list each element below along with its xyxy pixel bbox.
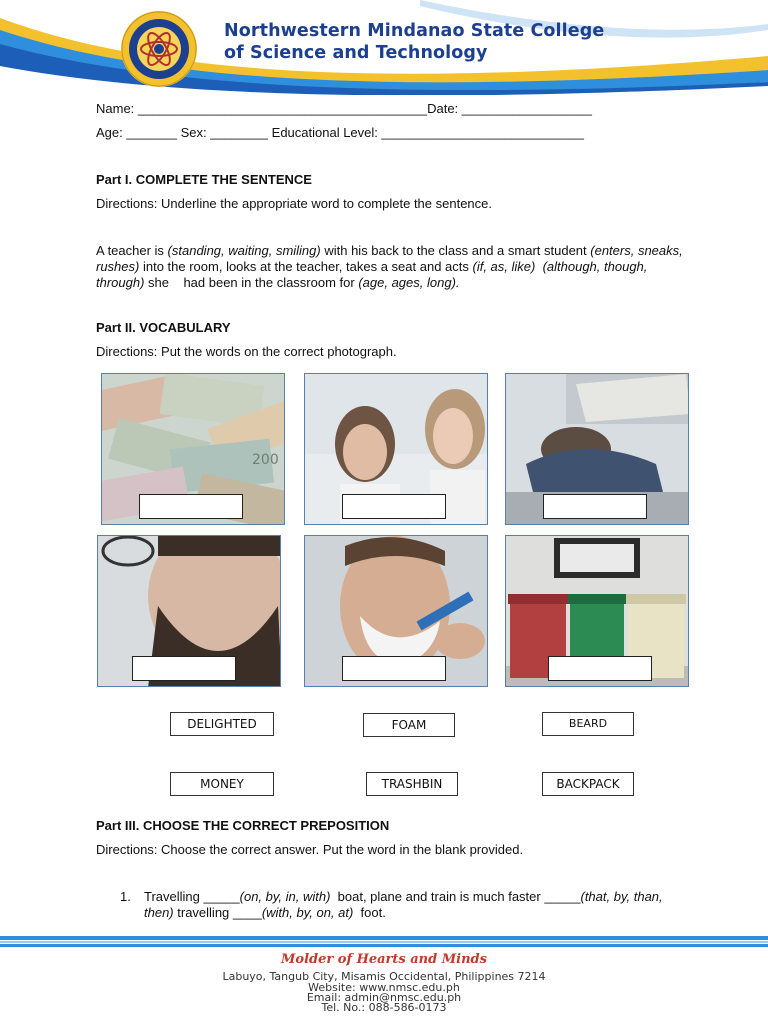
part1-options-3[interactable]: (if, as, like): [472, 259, 536, 274]
name-date-line[interactable]: Name: ________________________________________Date: __________________: [96, 101, 592, 116]
college-seal-logo: [120, 10, 198, 88]
part3-text-1: Travelling _____: [144, 889, 240, 904]
photo-delighted-answer-box[interactable]: [342, 494, 446, 519]
word-backpack[interactable]: BACKPACK: [542, 772, 634, 796]
photo-trashbin: [505, 535, 689, 687]
part1-text-2: with his back to the class and a smart student: [320, 243, 591, 258]
photo-beard-answer-box[interactable]: [132, 656, 236, 681]
school-name: [224, 20, 604, 64]
photo-trashbin-answer-box[interactable]: [548, 656, 652, 681]
photo-backpack-answer-box[interactable]: [543, 494, 647, 519]
part3-text-4: foot.: [353, 905, 386, 920]
part3-title: Part III. CHOOSE THE CORRECT PREPOSITION: [96, 818, 390, 833]
part1-text-3: into the room, looks at the teacher, takes a seat and acts: [139, 259, 473, 274]
part1-options-1[interactable]: (standing, waiting, smiling): [167, 243, 321, 258]
part1-directions: Directions: Underline the appropriate word to complete the sentence.: [96, 196, 492, 211]
part1-options-2[interactable]: (enters, sneaks, rushes): [96, 243, 683, 274]
part3-item-1: [144, 889, 684, 921]
photo-foam-answer-box[interactable]: [342, 656, 446, 681]
part3-item-number: 1.: [120, 889, 131, 904]
school-name-line1: Northwestern Mindanao State College: [224, 21, 605, 41]
part1-title: Part I. COMPLETE THE SENTENCE: [96, 172, 312, 187]
part1-text-1: A teacher is: [96, 243, 168, 258]
svg-text:200: 200: [252, 452, 279, 468]
word-trashbin[interactable]: TRASHBIN: [366, 772, 458, 796]
photo-money-answer-box[interactable]: [139, 494, 243, 519]
footer-tel: Tel. No.: 088-586-0173: [321, 1001, 447, 1014]
college-motto: Molder of Hearts and Minds: [281, 952, 487, 967]
age-sex-level-line[interactable]: Age: _______ Sex: ________ Educational Level: ____________________________: [96, 125, 584, 140]
part2-directions: Directions: Put the words on the correct photograph.: [96, 344, 397, 359]
footer-website[interactable]: Website: www.nmsc.edu.ph: [308, 981, 460, 994]
word-foam[interactable]: FOAM: [363, 713, 455, 737]
photo-beard: [97, 535, 281, 687]
letterhead: [0, 0, 768, 95]
part3-options-2b[interactable]: by, than, then): [144, 889, 663, 920]
part2-title: Part II. VOCABULARY: [96, 320, 231, 335]
part3-text-3: travelling ____: [173, 905, 262, 920]
footer-email[interactable]: Email: admin@nmsc.edu.ph: [306, 991, 462, 1004]
word-money[interactable]: MONEY: [170, 772, 274, 796]
part1-options-5[interactable]: (age, ages, long).: [358, 275, 460, 290]
word-delighted[interactable]: DELIGHTED: [170, 712, 274, 736]
part1-text-5: she had been in the classroom for: [144, 275, 359, 290]
photo-foam: [304, 535, 488, 687]
photo-money: [101, 373, 285, 525]
photo-delighted: [304, 373, 488, 525]
part1-text-4: [535, 259, 542, 274]
footer-address: Labuyo, Tangub City, Misamis Occidental, Philippines 7214: [222, 970, 546, 983]
part3-options-2a[interactable]: (that,: [580, 889, 611, 904]
footer-stripe: [0, 936, 768, 948]
school-name-line2: of Science and Technology: [224, 43, 488, 63]
word-beard[interactable]: BEARD: [542, 712, 634, 736]
part3-options-1[interactable]: (on, by, in, with): [239, 889, 331, 904]
part1-sentence: [96, 243, 686, 291]
part3-text-2: boat, plane and train is much faster _____: [330, 889, 581, 904]
part3-options-3[interactable]: (with, by, on, at): [261, 905, 354, 920]
part3-directions: Directions: Choose the correct answer. Put the word in the blank provided.: [96, 842, 524, 857]
photo-backpack: [505, 373, 689, 525]
part1-options-4[interactable]: (although, though, through): [96, 259, 648, 290]
